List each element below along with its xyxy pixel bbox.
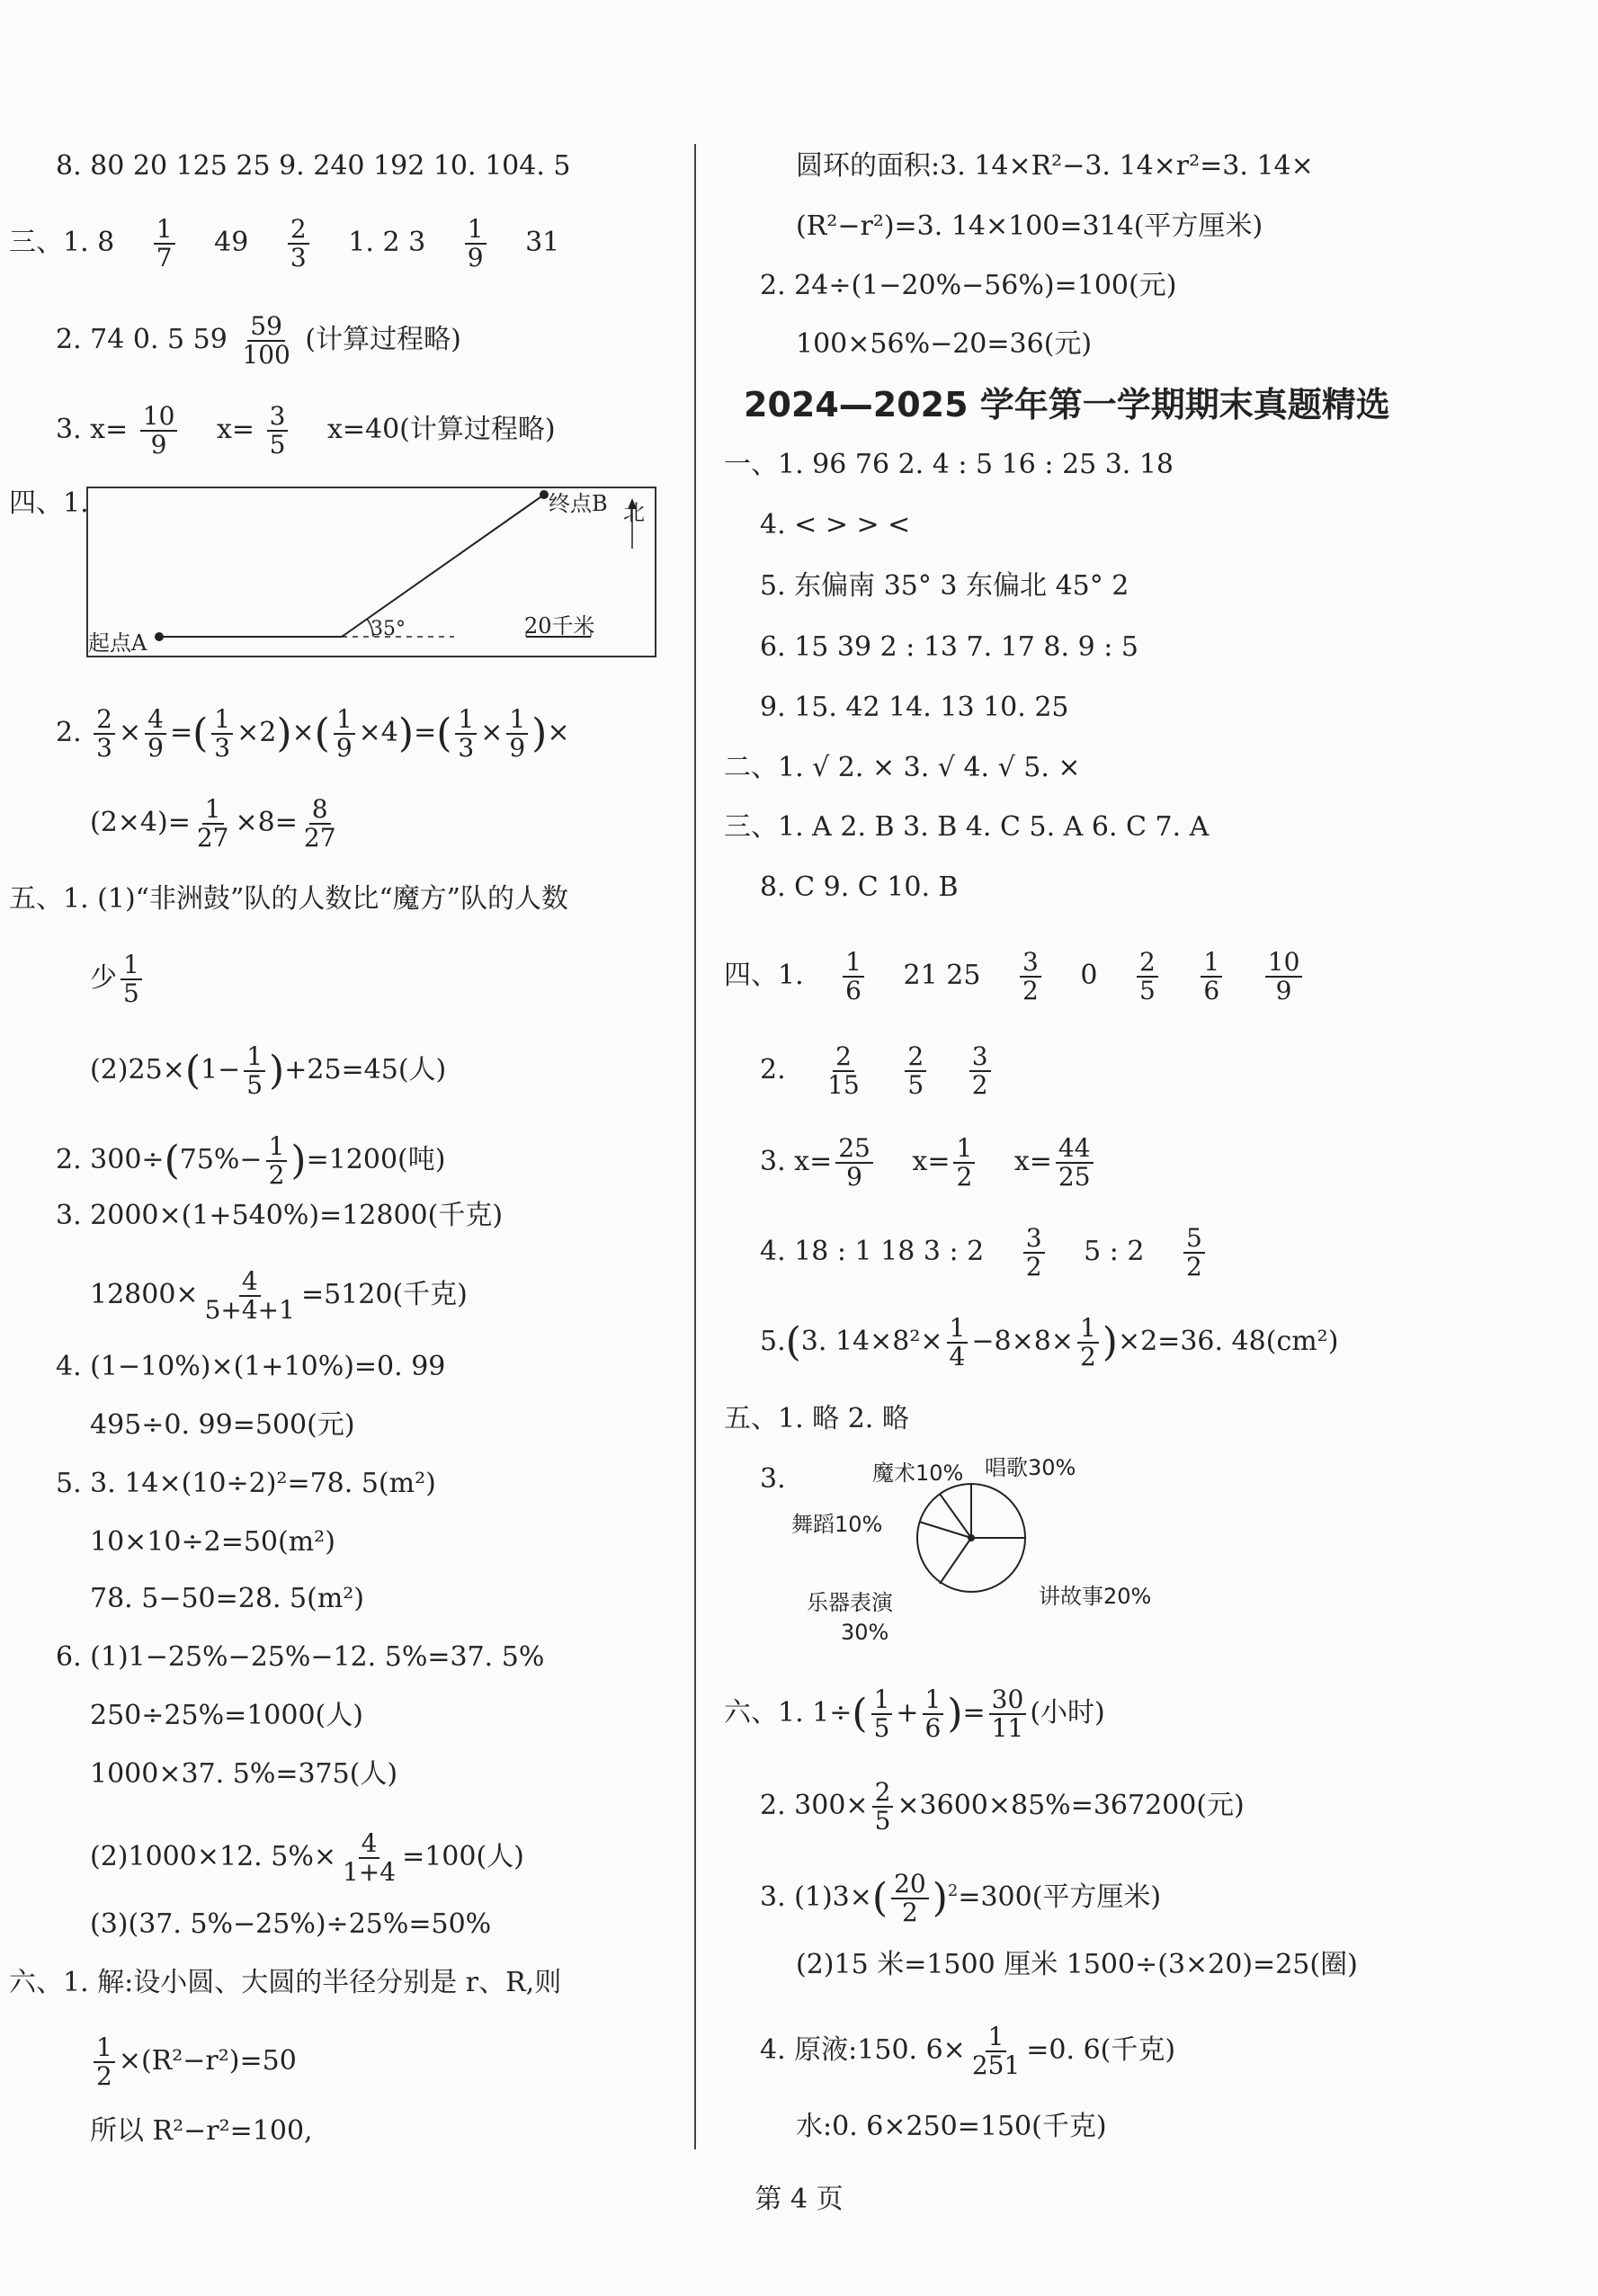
answer-line: 8. 80 20 125 25 9. 240 192 10. 104. 5 xyxy=(56,150,571,182)
answer-line: (2)15 米=1500 厘米 1500÷(3×20)=25(圈) xyxy=(796,1949,1358,1980)
answer-line: 三、1. A 2. B 3. B 4. C 5. A 6. C 7. A xyxy=(724,811,1210,843)
answer-line: 8. C 9. C 10. B xyxy=(760,871,959,903)
answer-line: 5. 3. 14×(10÷2)²=78. 5(m²) xyxy=(56,1468,436,1499)
answer-line: (2)1000×12. 5%× $\frac{4}{1+4}$ =100(人) xyxy=(90,1828,524,1887)
answer-line: 5.(3. 14×8²× $\frac{1}{4}$ −8×8× $\frac{1}{2}$ )×2=36. 48(cm²) xyxy=(760,1313,1339,1371)
answer-line: 圆环的面积:3. 14×R²−3. 14×r²=3. 14× xyxy=(796,150,1314,182)
answer-line: 水:0. 6×250=150(千克) xyxy=(796,2111,1107,2142)
answer-line: 3. xyxy=(760,1463,786,1495)
pie-label: 魔术10% xyxy=(872,1461,964,1486)
answer-line: 12800× $\frac{4}{5+4+1}$ =5120(千克) xyxy=(90,1266,468,1325)
fraction: $\frac{59}{100}$ xyxy=(242,311,290,370)
pie-label: 唱歌30% xyxy=(985,1455,1076,1480)
answer-line: 2. 300× $\frac{2}{5}$ ×3600×85%=367200(元) xyxy=(760,1777,1245,1836)
fraction: $\frac{1}{7}$ xyxy=(154,216,175,272)
answer-line: 2. $\frac{2}{15}$ $\frac{2}{5}$ $\frac{3}{2}$ xyxy=(760,1043,995,1099)
fraction: $\frac{3}{5}$ xyxy=(267,403,289,459)
answer-line: 5. 东偏南 35° 3 东偏北 45° 2 xyxy=(760,570,1129,602)
answer-line: 3. (1)3×( $\frac{20}{2}$ )$^2$=300(平方厘米) xyxy=(760,1869,1162,1927)
answer-line: 3. x= $\frac{25}{9}$ x= $\frac{1}{2}$ x= $\frac{44}{25}$ xyxy=(760,1135,1097,1191)
answer-line: 所以 R²−r²=100, xyxy=(90,2115,313,2147)
answer-line: 2. $\frac{2}{3}$ × $\frac{4}{9}$ =( $\frac{1}{3}$ ×2)×( $\frac{1}{9}$ ×4)=( $\frac{1}{3}$ × $\frac{1}{9}$ )× xyxy=(56,704,570,763)
section-label: 四、1. xyxy=(9,487,89,519)
answer-line: 3. 2000×(1+540%)=12800(千克) xyxy=(56,1200,504,1231)
section-heading: 2024—2025 学年第一学期期末真题精选 xyxy=(744,385,1390,424)
answer-line: (2)25×(1− $\frac{1}{5}$ )+25=45(人) xyxy=(90,1041,447,1100)
answer-line: (2×4)= $\frac{1}{27}$ ×8= $\frac{8}{27}$ xyxy=(90,794,336,853)
answer-line: 78. 5−50=28. 5(m²) xyxy=(90,1583,364,1614)
answer-line: 三、1. 8 $\frac{1}{7}$ 49 $\frac{2}{3}$ 1. 2 3 $\frac{1}{9}$ 31 xyxy=(9,214,560,272)
pie-label: 乐器表演 xyxy=(807,1590,893,1615)
answer-line: (R²−r²)=3. 14×100=314(平方厘米) xyxy=(796,210,1263,242)
map-scale-label: 20千米 xyxy=(524,613,595,639)
fraction: $\frac{10}{9}$ xyxy=(140,403,178,459)
answer-line: 9. 15. 42 14. 13 10. 25 xyxy=(760,692,1069,723)
answer-line: 六、1. 1÷( $\frac{1}{5}$ + $\frac{1}{6}$ )= $\frac{30}{11}$ (小时) xyxy=(724,1684,1105,1743)
answer-line: 3. x= $\frac{10}{9}$ x= $\frac{3}{5}$ x=40(计算过程略) xyxy=(56,401,556,460)
answer-line: 四、1. $\frac{1}{6}$ 21 25 $\frac{3}{2}$ 0 $\frac{2}{5}$ $\frac{1}{6}$ $\frac{10}{9}$ xyxy=(724,949,1306,1005)
answer-line: 4. 18 : 1 18 3 : 2 $\frac{3}{2}$ 5 : 2 $\frac{5}{2}$ xyxy=(760,1225,1209,1281)
answer-line: 6. (1)1−25%−25%−12. 5%=37. 5% xyxy=(56,1641,545,1673)
answer-line: 2. 74 0. 5 59 $\frac{59}{100}$ (计算过程略) xyxy=(56,311,461,370)
answer-line: 6. 15 39 2 : 13 7. 17 8. 9 : 5 xyxy=(760,631,1138,663)
start-point xyxy=(155,632,164,641)
answer-line: 4. 原液:150. 6× $\frac{1}{251}$ =0. 6(千克) xyxy=(760,2022,1176,2080)
answer-line: 1000×37. 5%=375(人) xyxy=(90,1758,398,1790)
page-number: 第 4 页 xyxy=(754,2184,844,2215)
pie-chart xyxy=(913,1479,1030,1596)
answer-line: 二、1. √ 2. × 3. √ 4. √ 5. × xyxy=(724,752,1081,783)
answer-line: 4. < > > < xyxy=(760,509,911,540)
answer-line: 250÷25%=1000(人) xyxy=(90,1700,363,1731)
map-start-label: 起点A xyxy=(88,630,147,656)
answer-line: 一、1. 96 76 2. 4 : 5 16 : 25 3. 18 xyxy=(724,449,1174,480)
answer-line: 2. 300÷(75%− $\frac{1}{2}$ )=1200(吨) xyxy=(56,1131,446,1190)
answer-line: (3)(37. 5%−25%)÷25%=50% xyxy=(90,1908,492,1940)
pie-label: 30% xyxy=(841,1620,889,1645)
map-end-label: 终点B xyxy=(549,491,608,516)
answer-line: 五、1. (1)“非洲鼓”队的人数比“魔方”队的人数 xyxy=(9,883,569,915)
fraction: $\frac{2}{3}$ xyxy=(288,216,309,272)
pie-label: 舞蹈10% xyxy=(791,1512,883,1537)
answer-line: 100×56%−20=36(元) xyxy=(796,328,1093,360)
column-divider xyxy=(694,144,696,2149)
pie-label: 讲故事20% xyxy=(1039,1584,1152,1609)
answer-line: 495÷0. 99=500(元) xyxy=(90,1409,355,1441)
map-north-label: 北 xyxy=(623,500,645,525)
answer-line: 五、1. 略 2. 略 xyxy=(724,1403,909,1434)
answer-line: 2. 24÷(1−20%−56%)=100(元) xyxy=(760,270,1177,301)
map-angle-label: 35° xyxy=(370,618,406,640)
answer-line: 10×10÷2=50(m²) xyxy=(90,1526,335,1558)
answer-line: 4. (1−10%)×(1+10%)=0. 99 xyxy=(56,1351,446,1382)
answer-line: 六、1. 解:设小圆、大圆的半径分别是 r、R,则 xyxy=(9,1967,562,1998)
answer-line: 少 $\frac{1}{5}$ xyxy=(90,951,146,1007)
answer-line: $\frac{1}{2}$ ×(R²−r²)=50 xyxy=(90,2034,297,2090)
fraction: $\frac{1}{9}$ xyxy=(465,216,487,272)
end-point xyxy=(540,490,549,499)
